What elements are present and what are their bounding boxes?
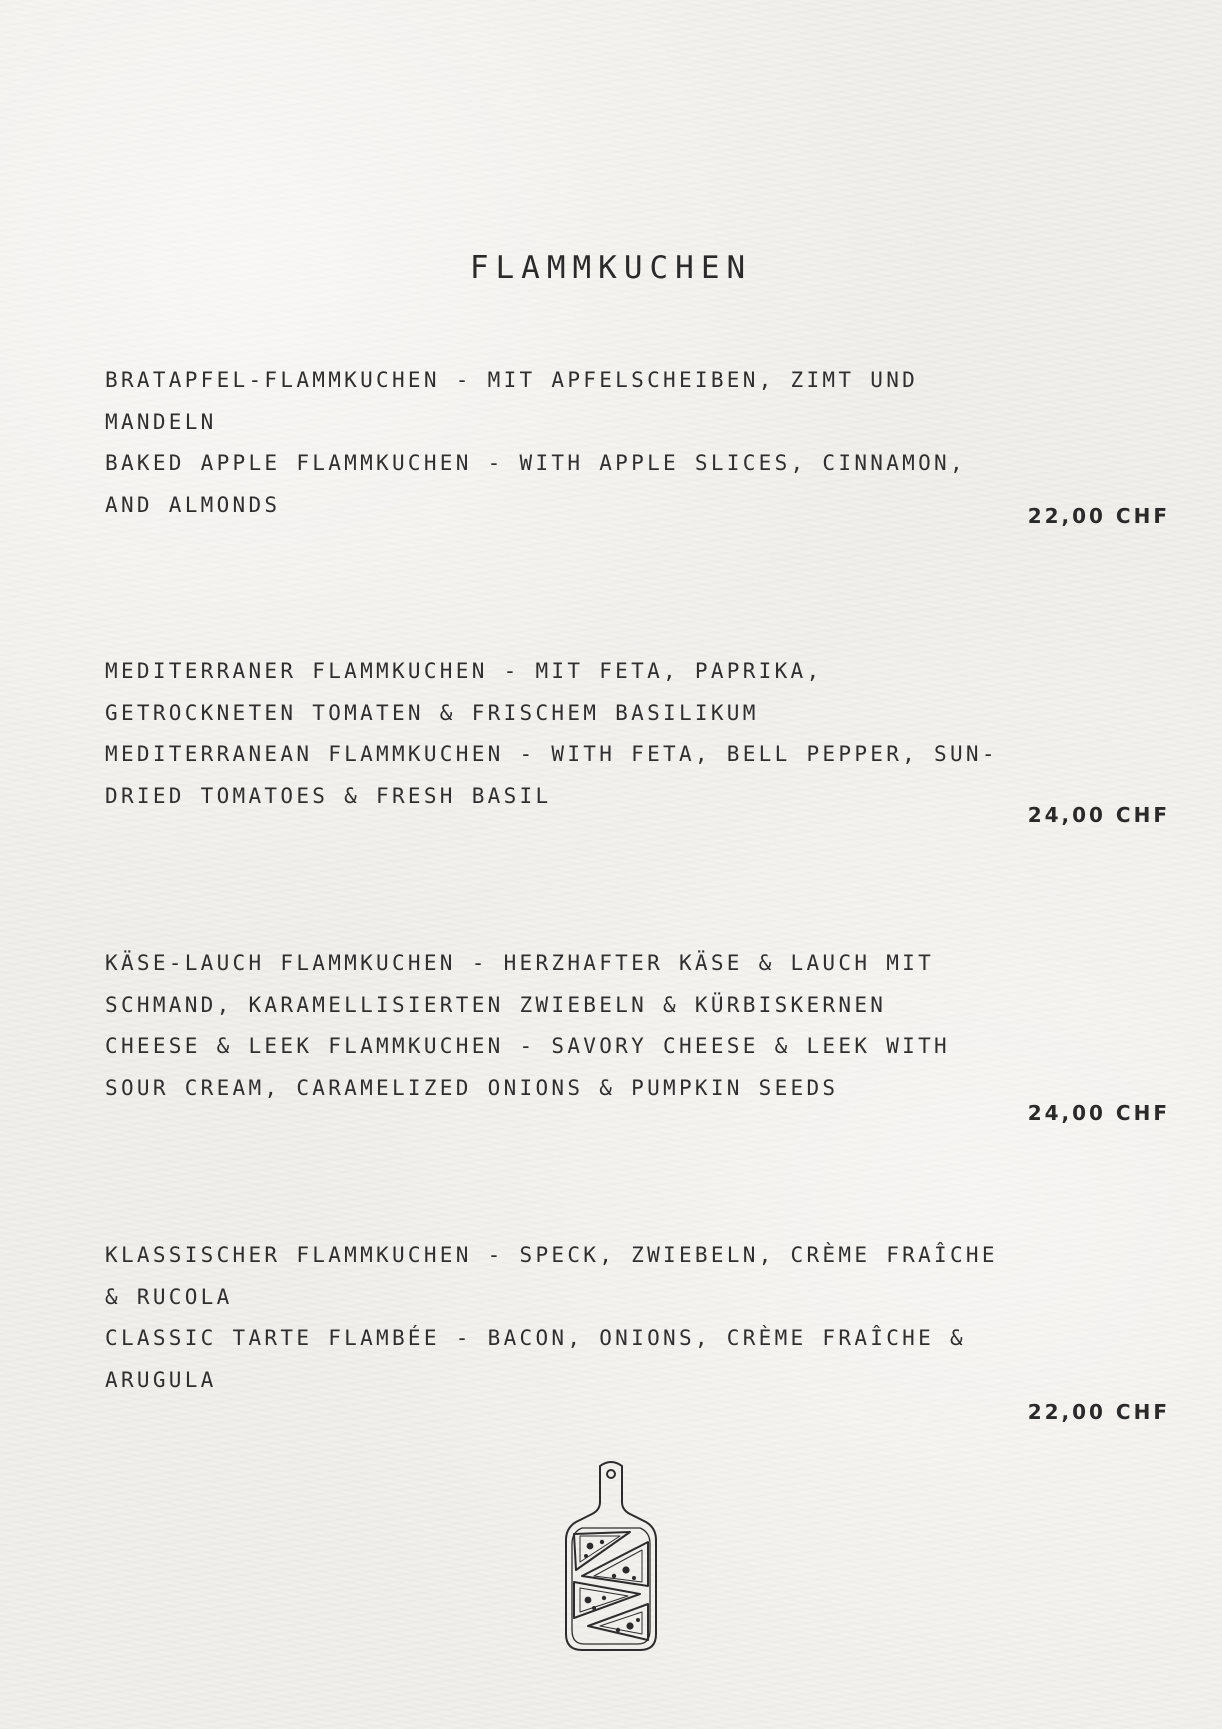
item-text-line: CLASSIC TARTE FLAMBÉE - BACON, ONIONS, CRÈME FRAÎCHE &	[105, 1326, 966, 1351]
menu-item-mediterraner	[105, 651, 1125, 818]
item-text-line: MEDITERRANEAN FLAMMKUCHEN - WITH FETA, BELL PEPPER, SUN-	[105, 742, 998, 767]
menu-item-klassischer	[105, 1235, 1125, 1402]
item-text-line: BRATAPFEL-FLAMMKUCHEN - MIT APFELSCHEIBEN, ZIMT UND	[105, 368, 919, 392]
item-text-line: GETROCKNETEN TOMATEN & FRISCHEM BASILIKUM	[105, 700, 759, 725]
item-text-line: KÄSE-LAUCH FLAMMKUCHEN - HERZHAFTER KÄSE & LAUCH MIT	[105, 951, 935, 975]
item-text-line: AND ALMONDS	[105, 493, 281, 518]
item-text-line: SOUR CREAM, CARAMELIZED ONIONS & PUMPKIN SEEDS	[105, 1076, 839, 1101]
menu-item-kaese-lauch	[105, 943, 1125, 1110]
item-text-line: & RUCOLA	[105, 1284, 233, 1309]
item-price: 22,00 CHF	[1027, 504, 1170, 528]
item-text-line: CHEESE & LEEK FLAMMKUCHEN - SAVORY CHEESE & LEEK WITH	[105, 1034, 950, 1059]
item-text-line: BAKED APPLE FLAMMKUCHEN - WITH APPLE SLICES, CINNAMON,	[105, 451, 966, 476]
item-text-line: MANDELN	[105, 409, 217, 434]
item-price: 24,00 CHF	[1027, 1101, 1170, 1125]
item-text-line: ARUGULA	[105, 1368, 217, 1393]
page-title: FLAMMKUCHEN	[469, 250, 753, 286]
item-text-line: DRIED TOMATOES & FRESH BASIL	[105, 784, 552, 809]
item-text-line: SCHMAND, KARAMELLISIERTEN ZWIEBELN & KÜRBISKERNEN	[105, 992, 887, 1017]
item-text-line: KLASSISCHER FLAMMKUCHEN - SPECK, ZWIEBELN, CRÈME FRAÎCHE	[105, 1243, 998, 1267]
pizza-board-icon	[560, 1458, 662, 1654]
item-price: 22,00 CHF	[1027, 1400, 1170, 1424]
menu-item-bratapfel	[105, 360, 1125, 527]
item-price: 24,00 CHF	[1027, 803, 1170, 827]
item-text-line: MEDITERRANER FLAMMKUCHEN - MIT FETA, PAPRIKA,	[105, 659, 823, 683]
